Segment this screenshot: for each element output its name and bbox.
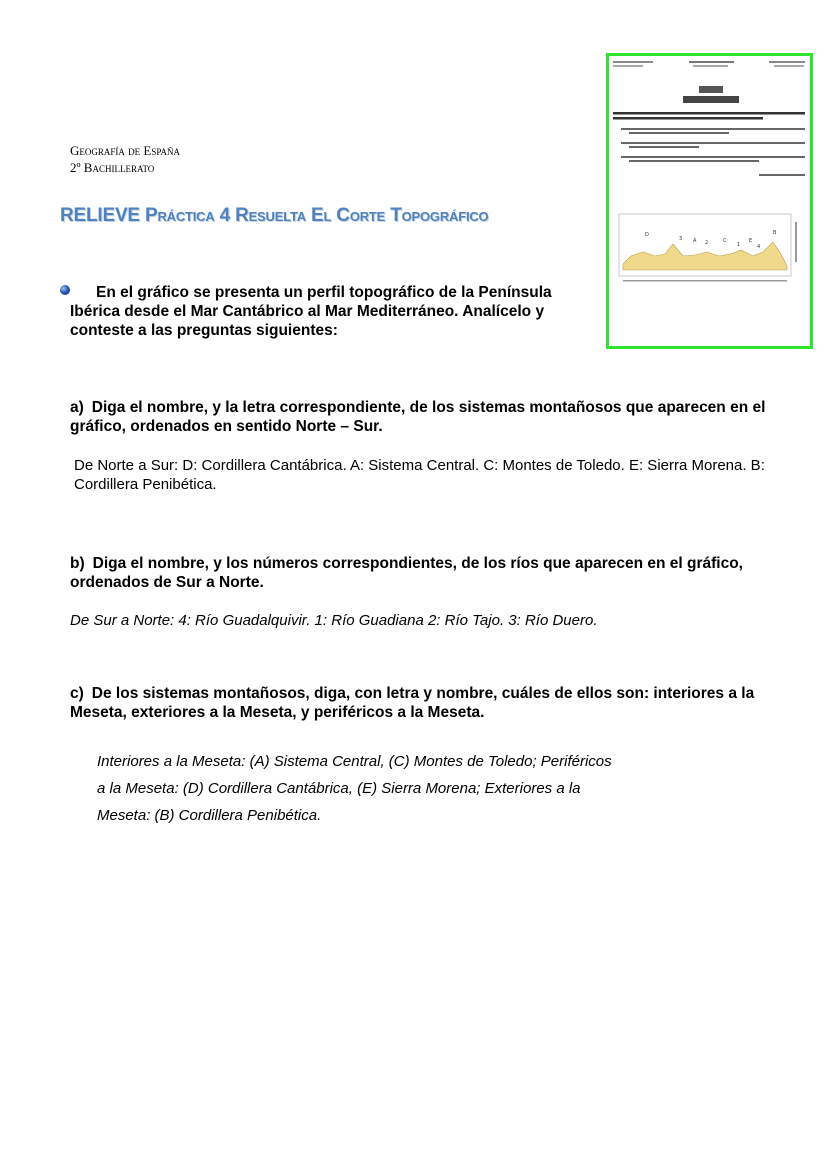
answer-c (97, 748, 737, 829)
answer-a: De Norte a Sur: D: Cordillera Cantábrica. A: Sistema Central. C: Montes de Toledo. E: Sierra Morena. B: Cordillera Penibética. (74, 457, 765, 493)
question-c-text: De los sistemas montañosos, diga, con letra y nombre, cuáles de ellos son: interiores a la Meseta, exteriores a la Meseta, y periféricos a la Meseta. (70, 685, 755, 721)
course-label: 2º Bachillerato (70, 160, 155, 175)
intro-paragraph: En el gráfico se presenta un perfil topográfico de la Península Ibérica desde el Mar Cantábrico al Mar Mediterráneo. Analícelo y conteste a las preguntas siguientes: (70, 284, 552, 339)
question-b (70, 554, 790, 592)
question-b-label: b) (70, 555, 85, 572)
question-c-label: c) (70, 685, 84, 702)
subject-label: Geografía de España (70, 143, 181, 158)
svg-text:C: C (723, 238, 727, 244)
bullet-icon (60, 285, 70, 295)
svg-text:D: D (645, 232, 649, 238)
exercise-sheet-image (609, 56, 810, 346)
svg-text:2: 2 (705, 240, 709, 246)
answer-b: De Sur a Norte: 4: Río Guadalquivir. 1: Río Guadiana 2: Río Tajo. 3: Río Duero. (70, 612, 598, 629)
page-title: RELIEVE Práctica 4 Resuelta El Corte Topográfico (60, 205, 489, 226)
svg-text:E: E (749, 238, 753, 244)
svg-text:3: 3 (679, 236, 683, 242)
question-a (70, 398, 790, 436)
answer-c-line: Meseta: (B) Cordillera Penibética. (97, 807, 322, 824)
svg-text:B: B (773, 230, 777, 236)
answer-c-line: a la Meseta: (D) Cordillera Cantábrica, (E) Sierra Morena; Exteriores a la (97, 780, 581, 797)
document-header (70, 142, 180, 176)
answer-c-line: Interiores a la Meseta: (A) Sistema Central, (C) Montes de Toledo; Periféricos (97, 753, 612, 770)
exercise-thumbnail (606, 53, 813, 349)
question-c (70, 684, 790, 722)
svg-text:A: A (693, 238, 697, 244)
svg-text:4: 4 (757, 244, 761, 250)
question-a-label: a) (70, 399, 84, 416)
svg-text:1: 1 (737, 242, 741, 248)
question-b-text: Diga el nombre, y los números correspondientes, de los ríos que aparecen en el gráfico, ordenados de Sur a Norte. (70, 555, 743, 591)
question-a-text: Diga el nombre, y la letra correspondiente, de los sistemas montañosos que aparecen en el gráfico, ordenados en sentido Norte – Sur. (70, 399, 766, 435)
